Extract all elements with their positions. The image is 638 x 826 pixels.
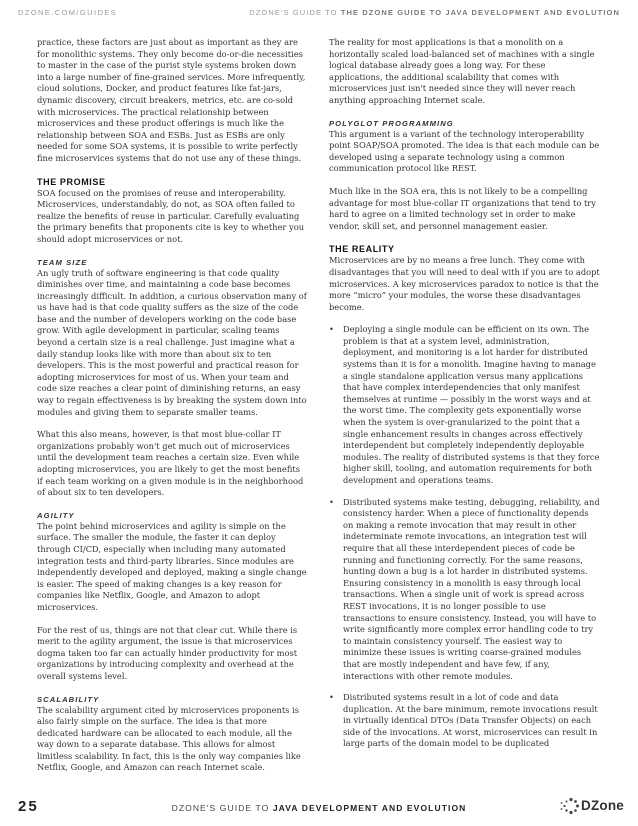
right-intro-paragraph: The reality for most applications is that a monolith on a horizontally scaled load-balanced set of machines with a single logical database already goes a long way. For these applications, the additional scalability that comes with microservices just isn't needed since they will never reach anything approaching Internet scale.: [329, 37, 595, 105]
list-item-text: Distributed systems make testing, debugging, reliability, and consistency harder. When a piece of functionality depends on making a remote invocation that may result in other indeterminate remote invocations, an integration test will require that all these interdependent pieces of code be running and functioning correctly. For the same reasons, hunting down a bug is a lot harder in distributed systems. Ensuring consistency in a monolith is easy through local transactions. When a single unit of work is spread across REST invocations, it is no longer possible to use transactions to ensure consistency. Instead, you will have to write significantly more complex error handling code to try to maintain consistency yourself. The easiest way to minimize these issues is writing coarse-grained modules that are mostly independent and have few, if any, interactions with other remote modules.: [343, 496, 600, 681]
agility-paragraph-2: For the rest of us, things are not that clear cut. While there is merit to the agility argument, the issue is that microservices dogma taken too far can actually hinder productivity for most organizations by introducing complexity and overhead at the overall systems level.: [37, 624, 298, 681]
logo-wordmark: DZone: [581, 798, 624, 813]
reality-heading: THE REALITY: [329, 244, 395, 255]
dzone-logo: [560, 796, 624, 816]
header-guide-prefix: DZONE'S GUIDE TO: [249, 8, 341, 17]
list-item: [329, 324, 600, 486]
team-size-paragraph-1: An ugly truth of software engineering is that code quality diminishes over time, and maintaining a code base becomes increasingly difficult. In addition, a curious observation many of us have had is that code quality suffers as the size of the code base and the number of developers working on the code base grow. With agile development in particular, scaling teams beyond a certain size is a real challenge. Just imagine what a daily standup looks like with more than about six to ten developers. This is the most powerful and practical reason for adopting microservices for most of us. When your team and code size reaches a clear point of diminishing returns, an easy way to regain effectiveness is by breaking the system down into modules and giving them to separate smaller teams.: [37, 267, 307, 417]
polyglot-heading: POLYGLOT PROGRAMMING: [329, 118, 454, 128]
polyglot-paragraph-2: Much like in the SOA era, this is not likely to be a compelling advantage for most blue-collar IT organizations that tend to try hard to agree on a limited technology set in order to make vendor, skill set, and personnel management easier.: [329, 185, 596, 231]
bullet-icon: •: [329, 496, 334, 507]
page-number: 25: [18, 798, 39, 815]
list-item: [329, 497, 600, 683]
reality-paragraph: Microservices are by no means a free lunch. They come with disadvantages that you will need to deal with if you are to adopt microservices. A key microservices paradox to notice is that the more “micro” your modules, the worse these disadvantages become.: [329, 255, 600, 312]
right-column: [329, 37, 600, 760]
page-header: [0, 8, 638, 22]
footer-guide-title: [0, 803, 638, 813]
footer-guide-name: JAVA DEVELOPMENT AND EVOLUTION: [272, 803, 467, 813]
footer-guide-prefix: DZONE'S GUIDE TO: [171, 803, 273, 813]
header-guide-title: [249, 8, 620, 17]
scalability-paragraph: The scalability argument cited by microservices proponents is also fairly simple on the surface. The idea is that more dedicated hardware can be allocated to each module, all the way down to a separate database. This allows for almost limitless scalability. In fact, this is the only way companies like Netflix, Google, and Amazon can reach Internet scale.: [37, 704, 301, 773]
polyglot-paragraph-1: This argument is a variant of the technology interoperability point SOAP/SOA promoted. The idea is that each module can be developed using a separate technology using a common communication protocol like REST.: [329, 128, 600, 174]
left-column: [37, 37, 308, 785]
team-size-paragraph-2: What this also means, however, is that most blue-collar IT organizations probably won't get much out of microservices until the development team reaches a certain size. Even while adopting microservices, you are likely to get the most benefits if each team working on a given module is in the neighborhood of about six to ten developers.: [37, 429, 304, 498]
disadvantages-list: [329, 324, 600, 750]
header-guide-name: THE DZONE GUIDE TO JAVA DEVELOPMENT AND EVOLUTION: [340, 8, 620, 17]
team-size-heading: TEAM SIZE: [37, 257, 88, 267]
promise-heading: THE PROMISE: [37, 176, 106, 187]
page-footer: [0, 796, 638, 818]
list-item-text: Deploying a single module can be efficient on its own. The problem is that at a system level, administration, deployment, and monitoring is a lot harder for distributed systems than it is for a monolith. Imagine having to manage a single standalone application versus many applications that have complex interdependencies that only manifest themselves at runtime — possibly in the worst ways and at the worst time. The complexity gets exponentially worse when the system is over-granularized to the point that a single enhancement results in changes across effectively interdependent but completely independently deployable modules. The reality of distributed systems is that they force higher skill, tooling, and automation requirements for both development and operations teams.: [343, 324, 600, 485]
dzone-logo-icon: [560, 797, 580, 815]
site-url: DZONE.COM/GUIDES: [18, 8, 118, 17]
list-item-text: Distributed systems result in a lot of code and data duplication. At the bare minimum, remote invocations result in virtually identical DTOs (Data Transfer Objects) on each side of the invocations. At worst, microservices can result in large parts of the domain model to be duplicated: [343, 692, 598, 749]
agility-paragraph-1: The point behind microservices and agility is simple on the surface. The smaller the module, the faster it can deploy through CI/CD, especially when including many automated integration tests and third-party libraries. Since modules are independently developed and deployed, making a single change is easier. The speed of making changes is a key reason for companies like Netflix, Google, and Amazon to adopt microservices.: [37, 520, 307, 612]
bullet-icon: •: [329, 692, 334, 703]
agility-heading: AGILITY: [37, 510, 75, 520]
list-item: [329, 692, 600, 750]
promise-paragraph: SOA focused on the promises of reuse and interoperability. Microservices, understandably, do not, as SOA often failed to realize the benefits of reuse in particular. Carefully evaluating the primary benefits that proponents cite is key to whether you should adopt microservices or not.: [37, 187, 305, 244]
left-intro-paragraph: practice, these factors are just about as important as they are for monolithic systems. They only become do-or-die necessities to master in the case of the purist style systems broken down into a large number of fine-grained services. More infrequently, cloud solutions, Docker, and product features like fat-jars, dynamic discovery, circuit breakers, metrics, etc. are co-sold with microservices. The practical relationship between microservices and these product offerings is much like the relationship between SOA and ESBs. Just as ESBs are only needed for some SOA systems, it is possible to write perfectly fine microservices systems that do not use any of these things.: [37, 37, 306, 163]
bullet-icon: •: [329, 324, 334, 335]
scalability-heading: SCALABILITY: [37, 694, 100, 704]
